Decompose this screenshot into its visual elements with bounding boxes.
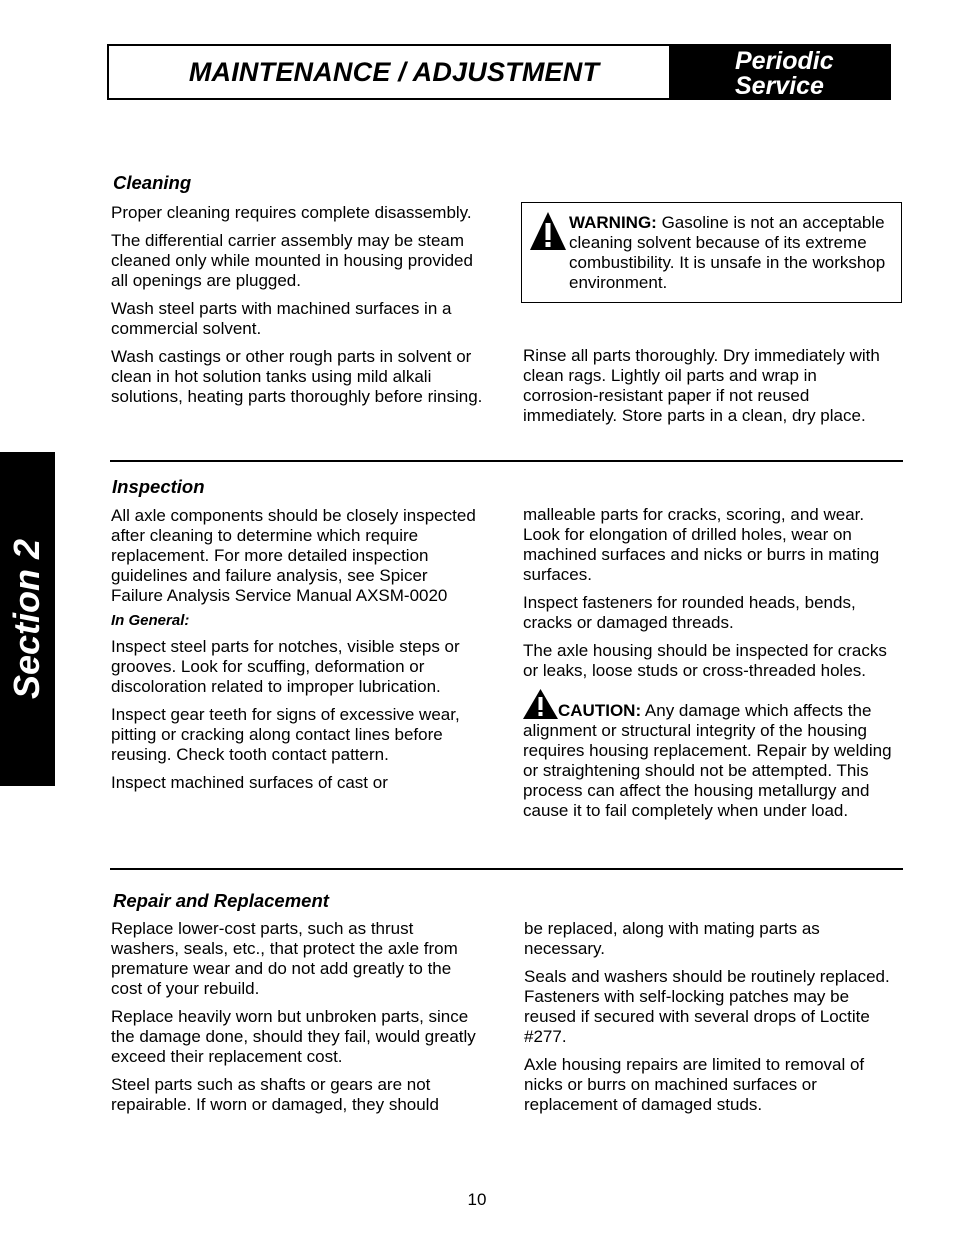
paragraph: The differential carrier assembly may be steam cleaned only while mounted in housing provided all openings are plugged.: [111, 231, 473, 290]
caution-paragraph: [523, 689, 893, 821]
paragraph: All axle components should be closely inspected after cleaning to determine which require replacement. For more detailed inspection guidelines and failure analysis, see Spicer Failure Analysis Service Manual AXSM-0020: [111, 506, 476, 605]
cleaning-heading: Cleaning: [113, 172, 192, 193]
paragraph: Inspect gear teeth for signs of excessive wear, pitting or cracking along contact lines before reusing. Check tooth contact pattern.: [111, 705, 460, 764]
cleaning-left-column: [111, 203, 486, 415]
header-tag-line1: Periodic: [735, 47, 834, 75]
warning-triangle-icon: [529, 211, 567, 251]
warning-text: [569, 213, 894, 293]
warning-label: WARNING:: [569, 213, 657, 232]
warning-box: [521, 202, 902, 303]
caution-triangle-icon: [523, 689, 558, 719]
repair-left-column: [111, 919, 483, 1123]
section-tab-label: Section 2: [6, 538, 47, 700]
header-tag-line2: Service: [735, 72, 824, 100]
inspection-subheading: In General:: [111, 612, 190, 629]
paragraph: Seals and washers should be routinely replaced. Fasteners with self-locking patches may be reused if secured with several drops of Loctite #277.: [524, 967, 890, 1046]
header-title: MAINTENANCE / ADJUSTMENT: [188, 56, 600, 87]
inspection-right-column: [523, 505, 893, 829]
repair-heading: Repair and Replacement: [113, 890, 329, 911]
paragraph: Axle housing repairs are limited to removal of nicks or burrs on machined surfaces or replacement of damaged studs.: [524, 1055, 865, 1114]
caution-body: Any damage which affects the alignment or structural integrity of the housing requires housing replacement. Repair by welding or straightening should not be attempted. This process can affect the housing metallurgy and cause it to fail completely when under load.: [523, 701, 892, 820]
inspection-heading: Inspection: [112, 476, 205, 497]
paragraph: malleable parts for cracks, scoring, and wear. Look for elongation of drilled holes, wear on machined surfaces and nicks or burrs in mating surfaces.: [523, 505, 880, 584]
header-tag: [669, 46, 889, 98]
paragraph: Wash castings or other rough parts in solvent or clean in hot solution tanks using mild alkali solutions, heating parts thoroughly before rinsing.: [111, 347, 483, 406]
paragraph: Steel parts such as shafts or gears are not repairable. If worn or damaged, they should: [111, 1075, 439, 1114]
inspection-left-column: [111, 506, 479, 801]
paragraph: Replace lower-cost parts, such as thrust washers, seals, etc., that protect the axle from premature wear and do not add greatly to the cost of your rebuild.: [111, 919, 458, 998]
section-divider: [110, 460, 903, 462]
paragraph: Proper cleaning requires complete disassembly.: [111, 203, 472, 222]
repair-right-column: [524, 919, 892, 1123]
page-number: 10: [467, 1190, 487, 1209]
paragraph: Wash steel parts with machined surfaces in a commercial solvent.: [111, 299, 452, 338]
paragraph: Replace heavily worn but unbroken parts, since the damage done, should they fail, would greatly exceed their replacement cost.: [111, 1007, 476, 1066]
warning-body: Gasoline is not an acceptable cleaning solvent because of its extreme combustibility. It is unsafe in the workshop environment.: [569, 213, 886, 292]
paragraph: be replaced, along with mating parts as necessary.: [524, 919, 820, 958]
section-divider: [110, 868, 903, 870]
section-tab: [0, 452, 55, 786]
page-header: [107, 44, 891, 100]
caution-label: CAUTION:: [558, 701, 642, 720]
cleaning-right-column: [523, 346, 891, 434]
paragraph: Inspect fasteners for rounded heads, bends, cracks or damaged threads.: [523, 593, 856, 632]
paragraph: The axle housing should be inspected for cracks or leaks, loose studs or cross-threaded holes.: [523, 641, 887, 680]
paragraph: Inspect steel parts for notches, visible steps or grooves. Look for scuffing, deformation or discoloration related to improper lubrication.: [111, 637, 460, 696]
paragraph: Rinse all parts thoroughly. Dry immediately with clean rags. Lightly oil parts and wrap in corrosion-resistant paper if not reused immediately. Store parts in a clean, dry place.: [523, 346, 880, 425]
paragraph: Inspect machined surfaces of cast or: [111, 773, 388, 792]
